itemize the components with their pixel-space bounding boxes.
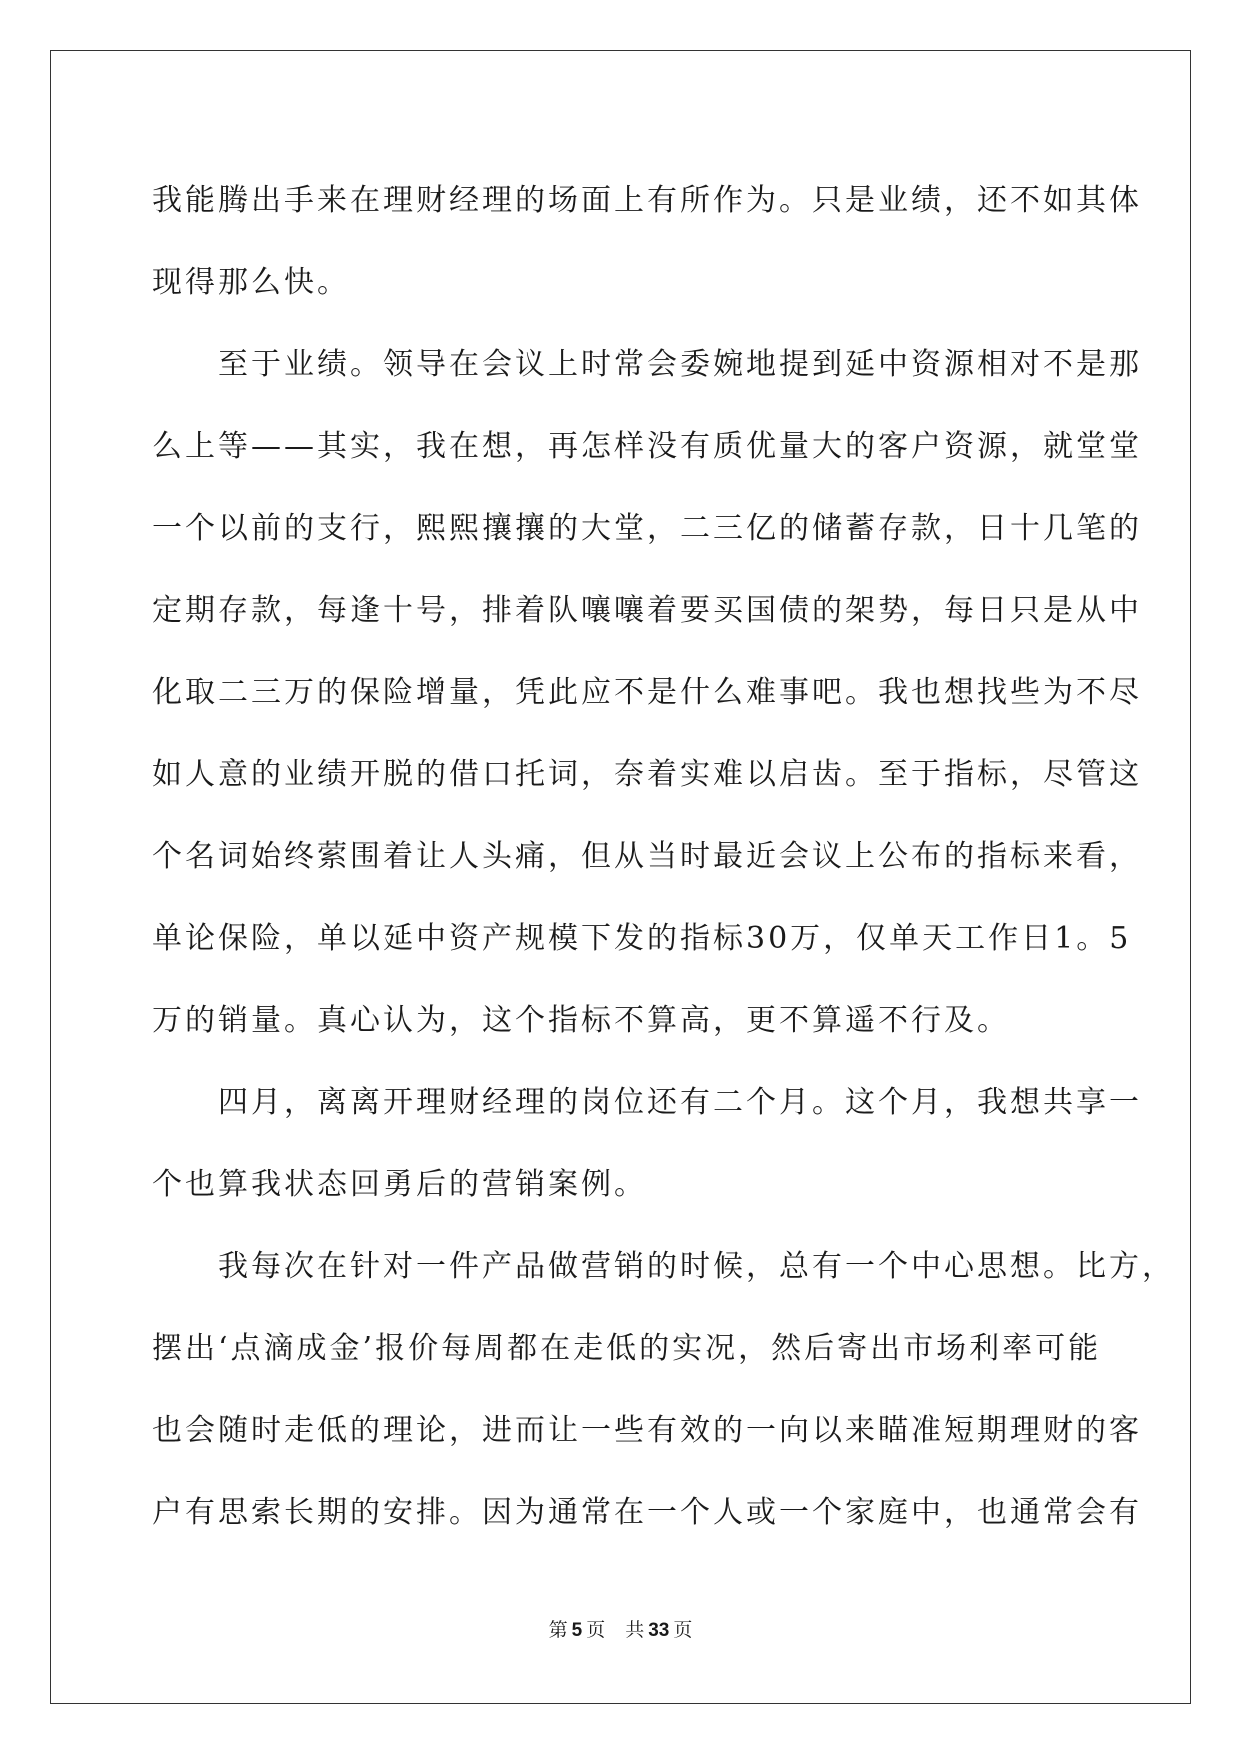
- text-line: 么上等——其实，我在想，再怎样没有质优量大的客户资源，就堂堂: [152, 429, 1142, 464]
- page-footer: [0, 1615, 1241, 1642]
- page-suffix: 页: [586, 1619, 606, 1641]
- text-line: 单论保险，单以延中资产规模下发的指标30万，仅单天工作日1。5: [152, 921, 1132, 956]
- total-prefix: 共: [625, 1619, 645, 1641]
- page-number: 5: [571, 1620, 583, 1641]
- text-line: 四月，离离开理财经理的岗位还有二个月。这个月，我想共享一: [152, 1085, 1142, 1120]
- text-line: 至于业绩。领导在会议上时常会委婉地提到延中资源相对不是那: [152, 347, 1142, 382]
- text-line: 一个以前的支行，熙熙攘攘的大堂，二三亿的储蓄存款，日十几笔的: [152, 511, 1142, 546]
- text-line: 摆出‘点滴成金’报价每周都在走低的实况，然后寄出市场利率可能: [152, 1331, 1102, 1366]
- text-line: 如人意的业绩开脱的借口托词，奈着实难以启齿。至于指标，尽管这: [152, 757, 1142, 792]
- text-line: 也会随时走低的理论，进而让一些有效的一向以来瞄准短期理财的客: [152, 1413, 1142, 1448]
- text-line: 我每次在针对一件产品做营销的时候，总有一个中心思想。比方，: [152, 1249, 1175, 1284]
- document-body: [152, 160, 1175, 1554]
- total-suffix: 页: [673, 1619, 693, 1641]
- text-line: 化取二三万的保险增量，凭此应不是什么难事吧。我也想找些为不尽: [152, 675, 1142, 710]
- text-line: 万的销量。真心认为，这个指标不算高，更不算遥不行及。: [152, 1003, 1010, 1038]
- total-pages: 33: [648, 1620, 670, 1641]
- text-line: 个也算我状态回勇后的营销案例。: [152, 1167, 647, 1202]
- page-prefix: 第: [548, 1619, 568, 1641]
- text-line: 定期存款，每逢十号，排着队嚷嚷着要买国债的架势，每日只是从中: [152, 593, 1142, 628]
- text-line: 个名词始终萦围着让人头痛，但从当时最近会议上公布的指标来看，: [152, 839, 1142, 874]
- text-line: 我能腾出手来在理财经理的场面上有所作为。只是业绩，还不如其体: [152, 183, 1142, 218]
- text-line: 户有思索长期的安排。因为通常在一个人或一个家庭中，也通常会有: [152, 1495, 1142, 1530]
- text-line: 现得那么快。: [152, 265, 350, 300]
